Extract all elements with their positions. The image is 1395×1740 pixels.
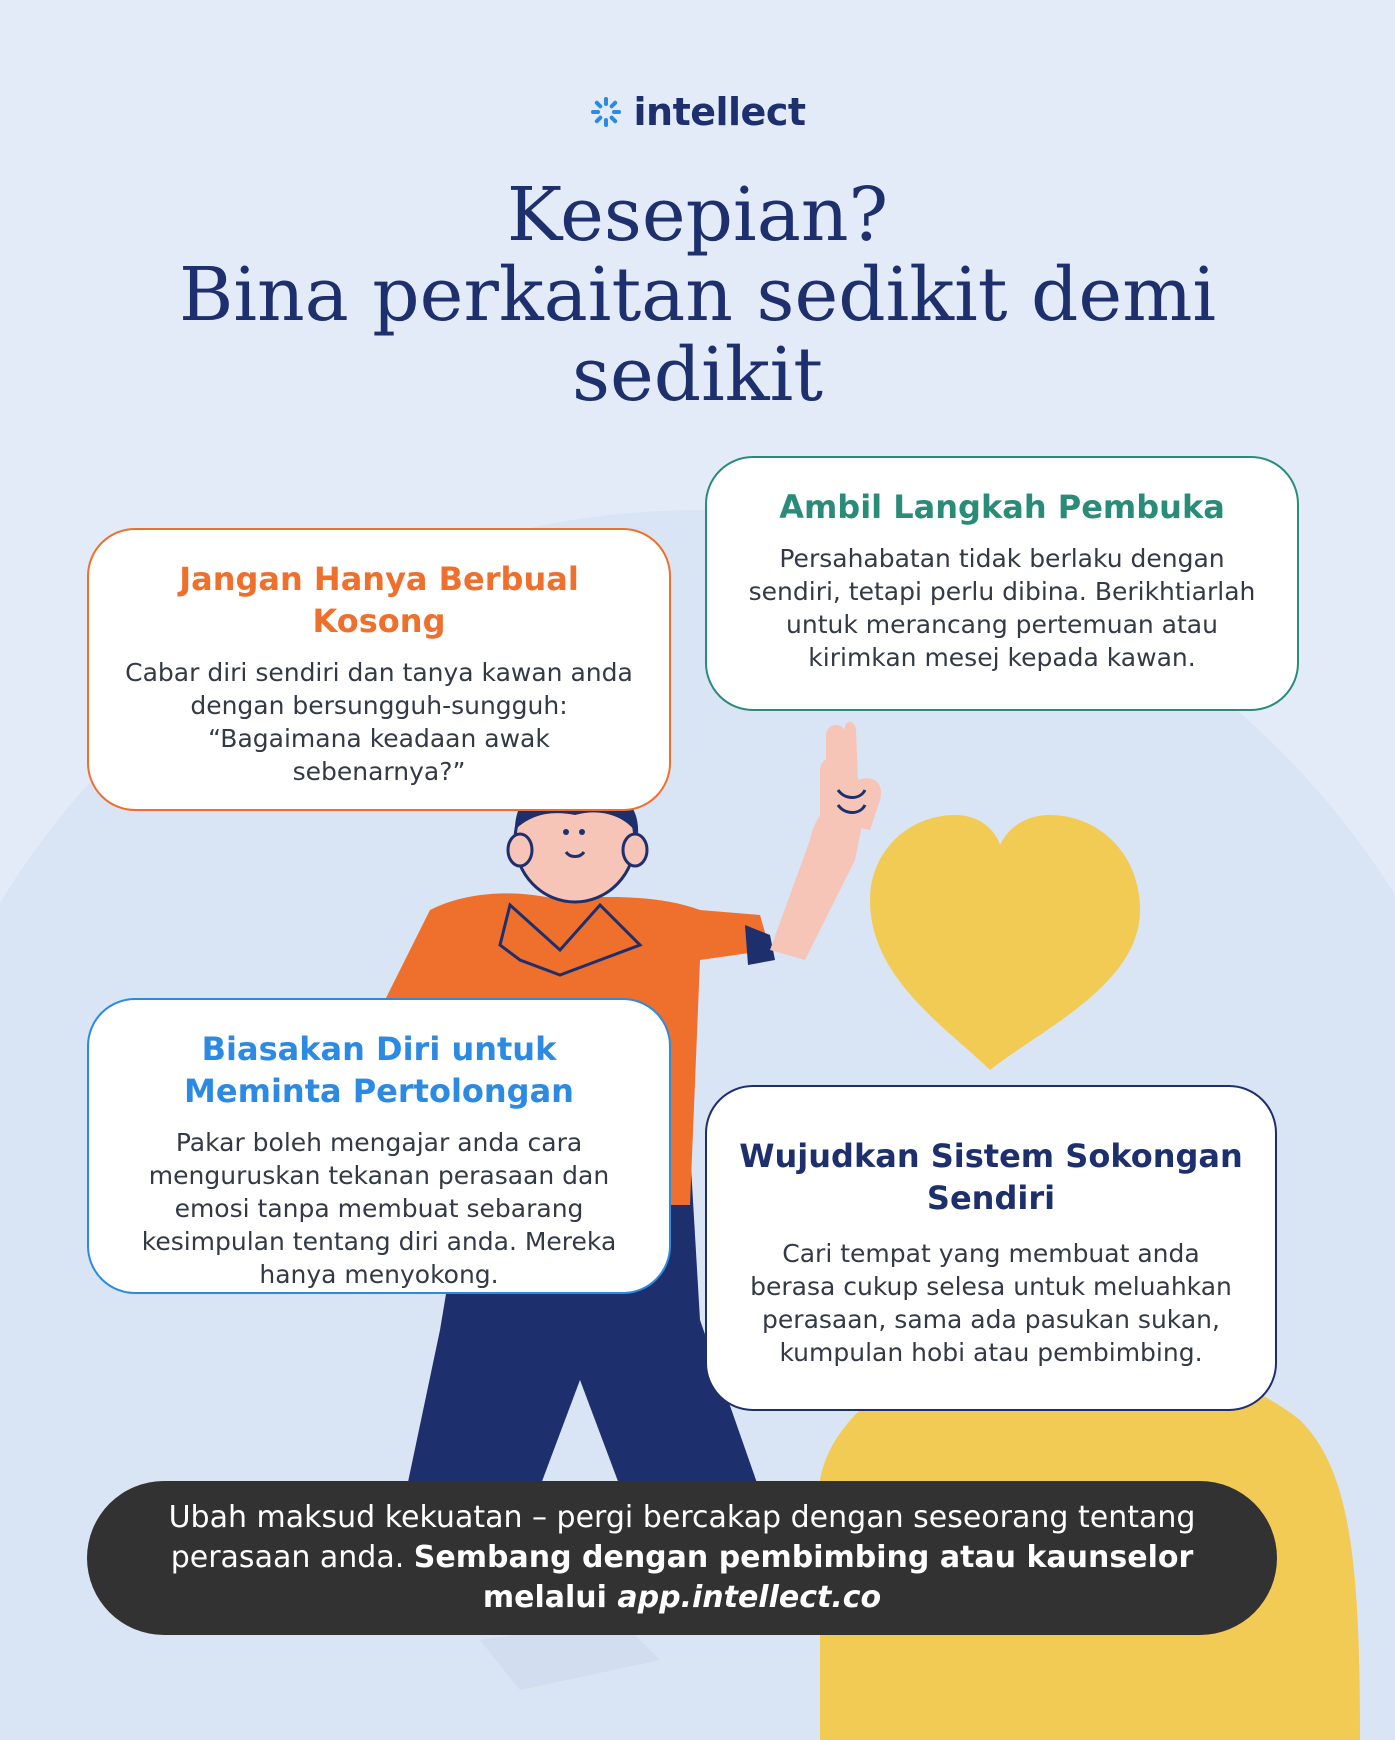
title-line-1: Kesepian? — [506, 172, 889, 258]
page-title — [60, 172, 1335, 418]
tip-body: Cari tempat yang membuat anda berasa cukup selesa untuk meluahkan perasaan, sama ada pasukan sukan, kumpulan hobi atau pembimbing. — [750, 1239, 1232, 1367]
tip-card-support-system — [705, 1085, 1277, 1411]
footer-link[interactable]: app.intellect.co — [617, 1580, 882, 1615]
tip-body: Cabar diri sendiri dan tanya kawan anda dengan bersungguh-sungguh: “Bagaimana keadaan awak sebenarnya?” — [125, 658, 633, 786]
footer-banner — [87, 1481, 1277, 1635]
footer-bold-text: Sembang dengan pembimbing atau kaunselor melalui — [413, 1540, 1194, 1615]
tip-card-ask-help — [87, 998, 671, 1294]
tip-heading: Biasakan Diri untuk Meminta Pertolongan — [184, 1030, 574, 1110]
tip-card-small-talk — [87, 528, 671, 811]
tip-body: Persahabatan tidak berlaku dengan sendiri, tetapi perlu dibina. Berikhtiarlah untuk merancang pertemuan atau kirimkan mesej kepada kawan. — [748, 544, 1256, 672]
tip-body: Pakar boleh mengajar anda cara menguruskan tekanan perasaan dan emosi tanpa membuat sebarang kesimpulan tentang diri anda. Mereka hanya menyokong. — [141, 1128, 617, 1289]
title-line-2: Bina perkaitan sedikit demi — [178, 252, 1217, 338]
tip-card-first-step — [705, 456, 1299, 711]
brand-name: intellect — [633, 90, 806, 134]
tip-heading: Jangan Hanya Berbual Kosong — [179, 560, 579, 640]
asterisk-icon — [589, 95, 623, 129]
title-line-3: sedikit — [571, 332, 824, 418]
tip-heading: Ambil Langkah Pembuka — [779, 488, 1225, 526]
footer-text — [147, 1498, 1217, 1618]
tip-heading: Wujudkan Sistem Sokongan Sendiri — [739, 1137, 1243, 1217]
brand-logo — [0, 90, 1395, 134]
footer-plain-text: Ubah maksud kekuatan – pergi bercakap dengan seseorang tentang perasaan anda. — [168, 1500, 1196, 1575]
